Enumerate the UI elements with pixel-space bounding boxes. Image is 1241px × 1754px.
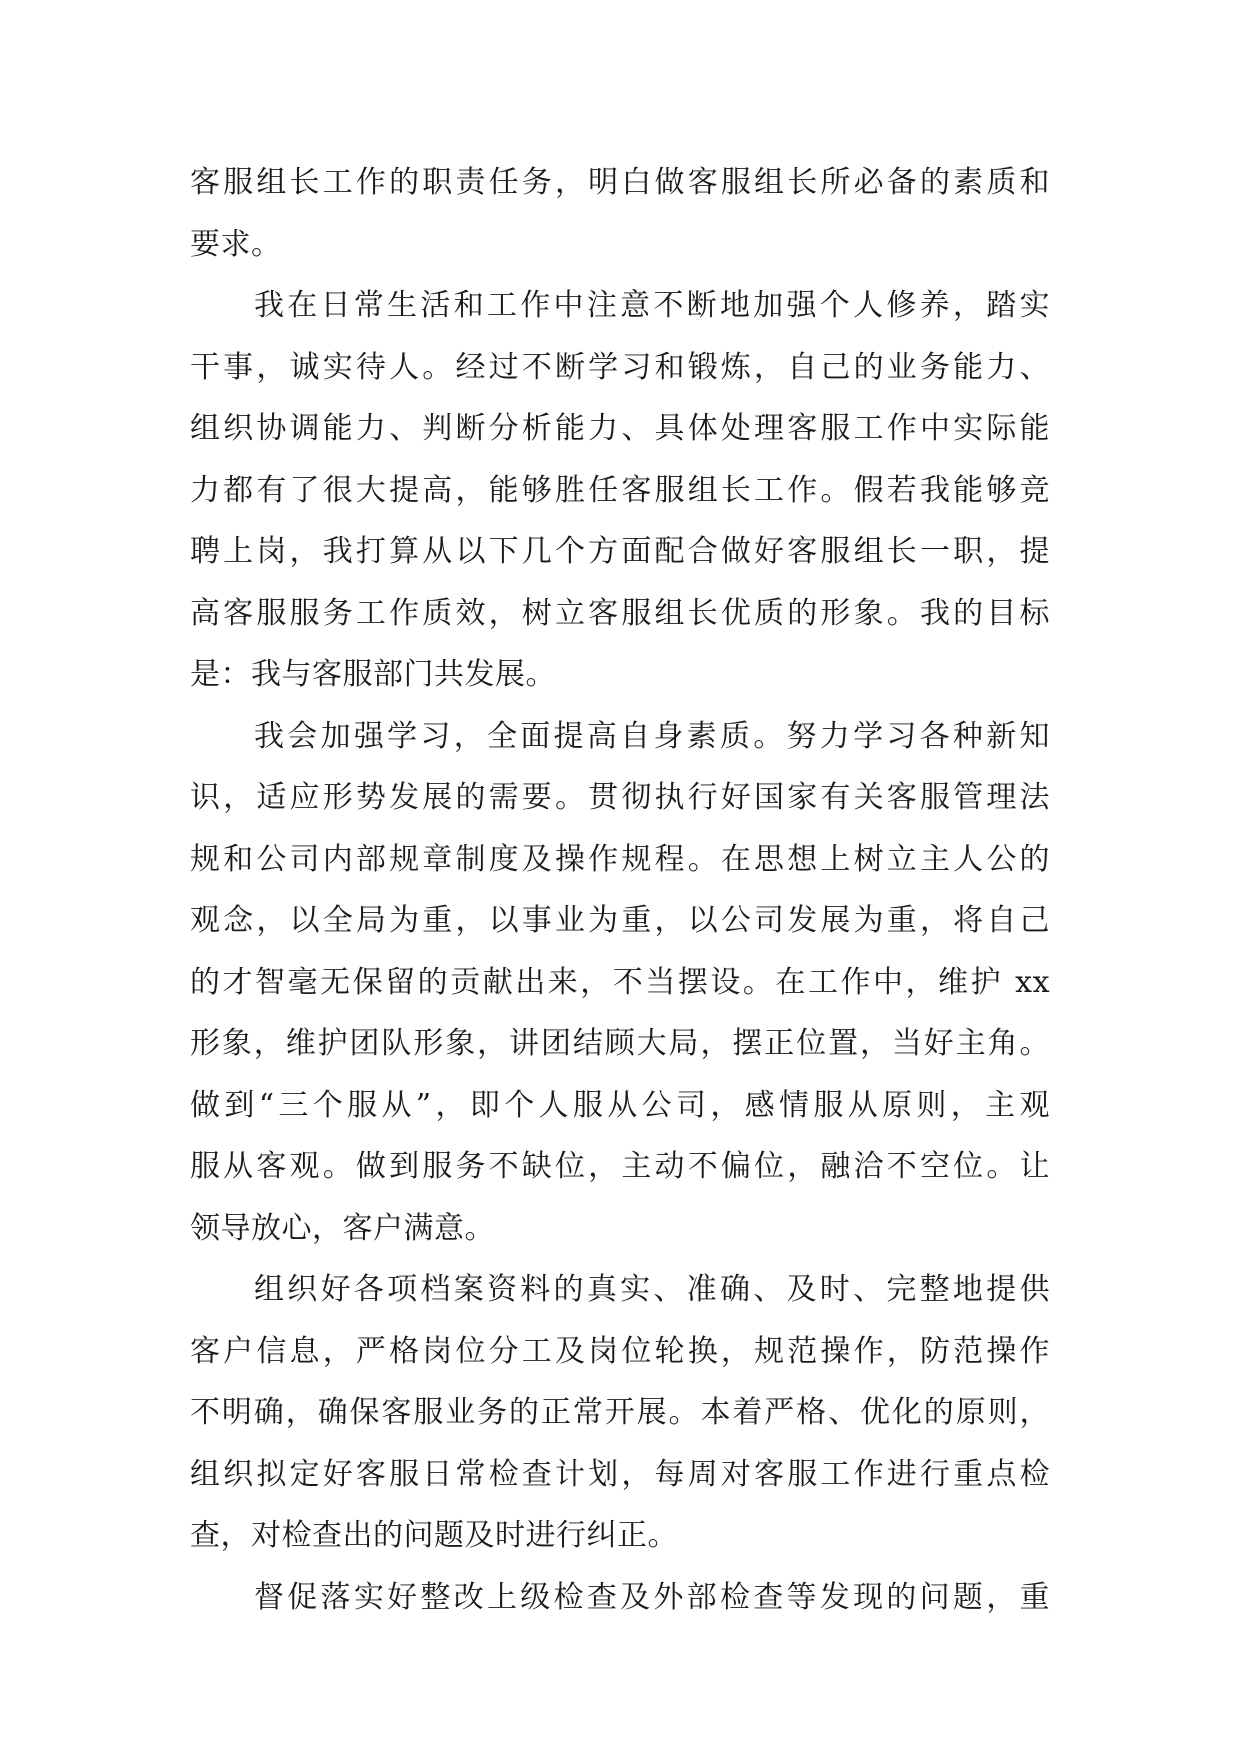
paragraph-first-line: 我会加强学习，全面提高自身素质。努力学习各种新知 <box>254 718 1050 754</box>
text-line: 客服组长工作的职责任务，明白做客服组长所必备的素质和 <box>190 165 1050 200</box>
document-body <box>190 152 1050 1628</box>
text-line: 识，适应形势发展的需要。贯彻执行好国家有关客服管理法 <box>190 780 1050 815</box>
text-line: 领导放心，客户满意。 <box>190 1210 495 1246</box>
paragraph-first-line: 督促落实好整改上级检查及外部检查等发现的问题，重 <box>254 1579 1050 1615</box>
text-line: 组织拟定好客服日常检查计划，每周对客服工作进行重点检 <box>190 1456 1050 1492</box>
paragraph-first-line: 组织好各项档案资料的真实、准确、及时、完整地提供 <box>254 1272 1050 1307</box>
text-line: 不明确，确保客服业务的正常开展。本着严格、优化的原则， <box>190 1395 1050 1430</box>
text-line: 干事，诚实待人。经过不断学习和锻炼，自己的业务能力、 <box>190 349 1050 385</box>
text-line: 做到“三个服从”，即个人服从公司，感情服从原则，主观 <box>190 1087 1050 1123</box>
text-line: 是：我与客服部门共发展。 <box>190 657 556 692</box>
text-line: 客户信息，严格岗位分工及岗位轮换，规范操作，防范操作 <box>190 1333 1050 1369</box>
text-line: 高客服服务工作质效，树立客服组长优质的形象。我的目标 <box>190 595 1050 631</box>
text-line: 聘上岗，我打算从以下几个方面配合做好客服组长一职，提 <box>190 534 1050 569</box>
text-line: 观念，以全局为重，以事业为重，以公司发展为重，将自己 <box>190 903 1050 938</box>
text-line: 查，对检查出的问题及时进行纠正。 <box>190 1518 678 1553</box>
text-line: 服从客观。做到服务不缺位，主动不偏位，融洽不空位。让 <box>190 1149 1050 1184</box>
text-line: 形象，维护团队形象，讲团结顾大局，摆正位置，当好主角。 <box>190 1026 1050 1061</box>
paragraph-first-line: 我在日常生活和工作中注意不断地加强个人修养，踏实 <box>254 288 1050 323</box>
text-line: 要求。 <box>190 226 282 262</box>
text-line: 组织协调能力、判断分析能力、具体处理客服工作中实际能 <box>190 411 1050 446</box>
text-line: 力都有了很大提高，能够胜任客服组长工作。假若我能够竞 <box>190 472 1050 508</box>
text-line: 的才智毫无保留的贡献出来，不当摆设。在工作中，维护 xx <box>190 964 1050 1000</box>
text-line: 规和公司内部规章制度及操作规程。在思想上树立主人公的 <box>190 841 1050 877</box>
